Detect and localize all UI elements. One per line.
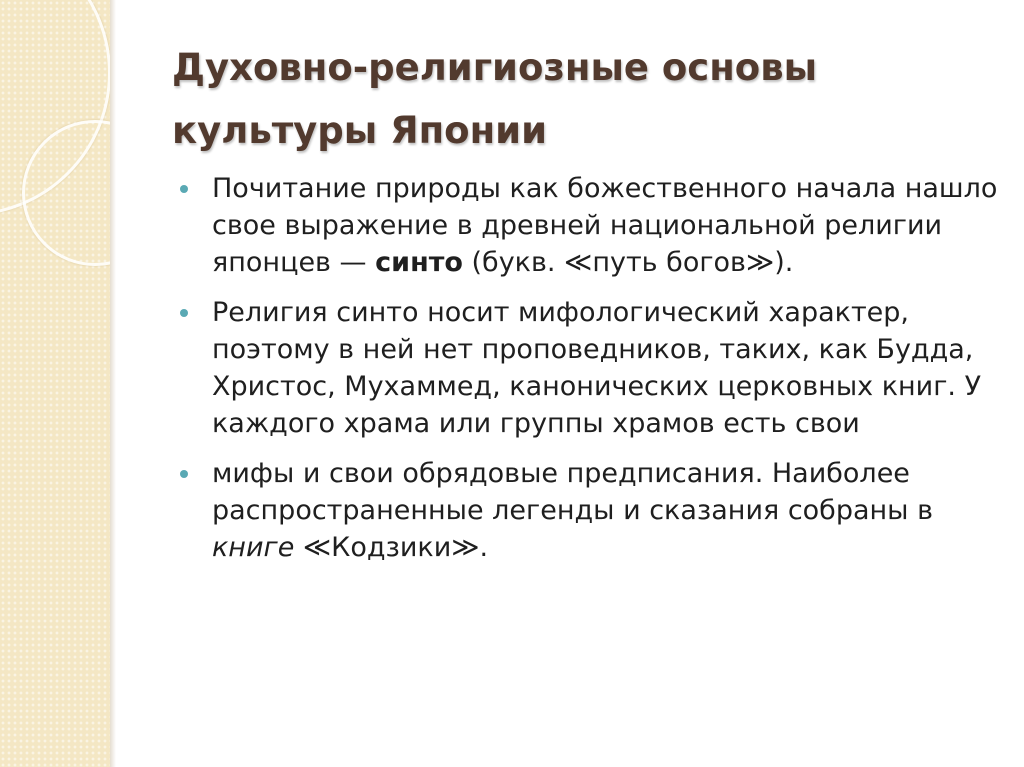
bullet-item-3: [180, 455, 1000, 566]
bullet-item-2: [180, 294, 1000, 442]
bullet-1-text: Почитание природы как божественного начала нашло свое выражение в древней национальной религии японцев —: [212, 173, 998, 278]
slide-title-line-2: культуры Японии: [172, 109, 548, 152]
bullet-item-1: [180, 170, 1000, 281]
bullet-list: [180, 170, 1000, 579]
bullet-3-text: мифы и свои обрядовые предписания. Наиболее распространенные легенды и сказания собраны в: [212, 458, 933, 526]
slide-title-line-1: Духовно-религиозные основы: [172, 46, 818, 89]
decorative-side-band: [0, 0, 110, 767]
bullet-dot-icon: [180, 185, 188, 193]
bullet-1-text-end: (букв. ≪путь богов≫).: [462, 247, 794, 278]
bullet-dot-icon: [180, 470, 188, 478]
bullet-dot-icon: [180, 309, 188, 317]
bullet-2-text: Религия синто носит мифологический характер, поэтому в ней нет проповедников, таких, как Будда, Христос, Мухаммед, канонических церковных книг. У каждого храма или группы храмов есть свои: [212, 297, 982, 439]
bullet-3-italic-word: книге: [212, 532, 295, 563]
bullet-3-text-end: ≪Кодзики≫.: [294, 532, 489, 563]
bullet-1-term-shinto: синто: [375, 247, 463, 278]
side-band-shadow: [110, 0, 116, 767]
slide-title: [172, 36, 992, 162]
